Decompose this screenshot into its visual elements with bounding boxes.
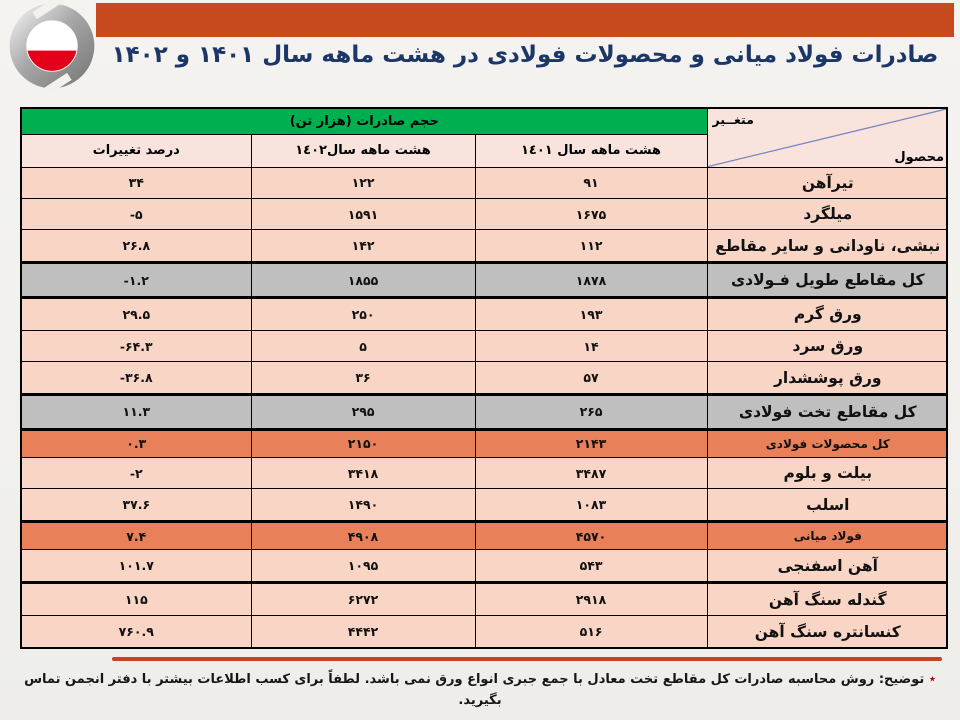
product-cell: بیلت و بلوم [707,457,947,488]
table-row-coated-sheet [21,362,947,395]
percent-change-cell: ۷.۴ [21,522,251,550]
steel-association-logo [6,0,98,92]
product-cell: میلگرد [707,198,947,229]
percent-change-cell: ۱۱۵ [21,583,251,616]
value-1401-cell: ۱۴ [475,330,707,361]
table-row-angle-channel [21,230,947,263]
table-row-iron-ore-pellets [21,583,947,616]
value-1401-cell: ۵۷ [475,362,707,395]
value-1402-cell: ۲۱۵۰ [251,429,475,457]
col-header-1401: هشت ماهه سال ١٤٠١ [475,134,707,167]
table-row-total-long-sections [21,263,947,298]
value-1402-cell: ۳۶ [251,362,475,395]
percent-change-cell: ۷۶۰.۹ [21,616,251,648]
value-1401-cell: ۹۱ [475,167,707,198]
value-1402-cell: ۳۴۱۸ [251,457,475,488]
product-cell: کل محصولات فولادی [707,429,947,457]
value-1401-cell: ۲۶۵ [475,395,707,430]
value-1402-cell: ۴۴۴۲ [251,616,475,648]
table-row-intermediate-steel [21,522,947,550]
corner-variable-label: متغــیر [712,112,754,127]
product-cell: کل مقاطع تخت فولادی [707,395,947,430]
product-cell: ورق گرم [707,297,947,330]
footnote-label: توضیح: [878,672,925,687]
value-1401-cell: ۳۴۸۷ [475,457,707,488]
value-1401-cell: ۱۱۲ [475,230,707,263]
percent-change-cell: ۲۶.۸ [21,230,251,263]
table-row-billet-bloom [21,457,947,488]
product-cell: آهن اسفنجی [707,550,947,583]
percent-change-cell: ۰.۳ [21,429,251,457]
value-1402-cell: ۱۸۵۵ [251,263,475,298]
value-1401-cell: ۵۱۶ [475,616,707,648]
value-1402-cell: ۱۴۲ [251,230,475,263]
percent-change-cell: ۳۷.۶ [21,489,251,522]
table-row-cold-sheet [21,330,947,361]
table-row-hot-sheet [21,297,947,330]
product-cell: کنسانتره سنگ آهن [707,616,947,648]
percent-change-cell: -۱.۲ [21,263,251,298]
table-row-slab [21,489,947,522]
value-1402-cell: ۵ [251,330,475,361]
value-1402-cell: ۱۰۹۵ [251,550,475,583]
footer-divider [112,657,942,661]
group-header-row [21,108,947,134]
percent-change-cell: -۲ [21,457,251,488]
footnote-text: روش محاسبه صادرات کل مقاطع تخت معادل با جمع جبری انواع ورق نمی باشد. لطفاً برای کسب اطلاعات بیشتر با دفتر انجمن تماس بگیرید. [24,672,875,708]
logo-swirl-icon [6,0,98,92]
col-header-percent-change: درصد تغییرات [21,134,251,167]
value-1401-cell: ۵۴۳ [475,550,707,583]
value-1402-cell: ۱۵۹۱ [251,198,475,229]
table-row-girder [21,167,947,198]
value-1402-cell: ۶۲۷۲ [251,583,475,616]
product-cell: فولاد میانی [707,522,947,550]
corner-product-label: محصول [894,149,945,165]
value-1401-cell: ۱۹۳ [475,297,707,330]
product-cell: ورق پوششدار [707,362,947,395]
value-1402-cell: ۲۹۵ [251,395,475,430]
page-title: صادرات فولاد میانی و محصولات فولادی در هشت ماهه سال ۱۴۰۱ و ۱۴۰۲ [111,42,939,68]
value-1401-cell: ۱۸۷۸ [475,263,707,298]
value-1401-cell: ۴۵۷۰ [475,522,707,550]
table-row-total-steel-products [21,429,947,457]
percent-change-cell: -۵ [21,198,251,229]
product-cell: کل مقاطع طویل فـولادی [707,263,947,298]
value-1402-cell: ۲۵۰ [251,297,475,330]
product-cell: اسلب [707,489,947,522]
product-cell: تیرآهن [707,167,947,198]
percent-change-cell: ۱۰۱.۷ [21,550,251,583]
value-1402-cell: ۱۲۲ [251,167,475,198]
footnote [10,670,950,712]
volume-group-header: حجم صادرات (هزار تن) [21,108,707,134]
value-1401-cell: ۱۰۸۳ [475,489,707,522]
value-1402-cell: ۱۴۹۰ [251,489,475,522]
value-1401-cell: ۲۹۱۸ [475,583,707,616]
percent-change-cell: -۶۴.۳ [21,330,251,361]
col-header-1402: هشت ماهه سال١٤٠٢ [251,134,475,167]
percent-change-cell: ۳۴ [21,167,251,198]
corner-cell [707,108,947,167]
table-row-rebar [21,198,947,229]
exports-table [20,107,948,649]
percent-change-cell: ۱۱.۳ [21,395,251,430]
product-cell: نبشی، ناودانی و سایر مقاطع [707,230,947,263]
percent-change-cell: ۲۹.۵ [21,297,251,330]
value-1402-cell: ۴۹۰۸ [251,522,475,550]
product-cell: ورق سرد [707,330,947,361]
header-bar [96,3,954,37]
table-row-iron-ore-concentrate [21,616,947,648]
value-1401-cell: ۱۶۷۵ [475,198,707,229]
table-row-sponge-iron [21,550,947,583]
footnote-asterisk: ٭ [928,672,936,687]
percent-change-cell: -۳۶.۸ [21,362,251,395]
product-cell: گندله سنگ آهن [707,583,947,616]
value-1401-cell: ۲۱۴۳ [475,429,707,457]
table-row-total-flat-sections [21,395,947,430]
